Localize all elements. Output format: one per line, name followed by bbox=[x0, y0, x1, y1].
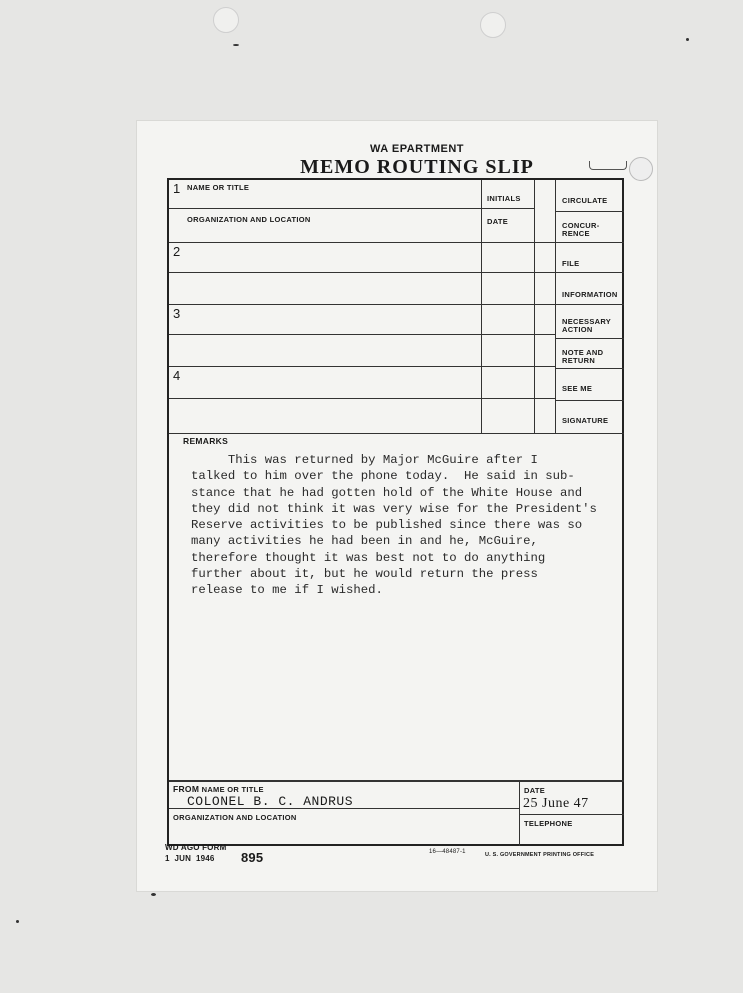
date-label: DATE bbox=[487, 217, 509, 226]
remarks-label: REMARKS bbox=[183, 436, 229, 446]
punch-hole bbox=[213, 7, 239, 33]
action-note-and-return: NOTE AND RETURN bbox=[562, 348, 604, 365]
punch-hole bbox=[629, 157, 653, 181]
name-title-label: NAME OR TITLE bbox=[187, 183, 250, 192]
remarks-line: further about it, but he would return the press bbox=[191, 567, 538, 582]
route-number-4: 4 bbox=[173, 368, 181, 383]
action-circulate: CIRCULATE bbox=[562, 196, 608, 205]
department-header: WA EPARTMENT bbox=[370, 143, 464, 155]
routing-slip bbox=[136, 120, 658, 892]
remarks-line: many activities he had been in and he, McGuire, bbox=[191, 534, 538, 549]
print-code: 16—48487-1 bbox=[429, 849, 466, 855]
remarks-line: they did not think it was very wise for the President's bbox=[191, 501, 597, 516]
from-label: FROM NAME OR TITLE bbox=[173, 784, 264, 794]
speck bbox=[233, 44, 239, 46]
remarks-line: stance that he had gotten hold of the White House and bbox=[191, 485, 583, 500]
action-necessary-action: NECESSARY ACTION bbox=[562, 317, 612, 334]
remarks-line: This was returned by Major McGuire after I bbox=[191, 453, 538, 467]
route-number-1: 1 bbox=[173, 181, 181, 196]
speck bbox=[16, 920, 19, 923]
paper-clip-mark bbox=[589, 161, 627, 170]
org-location-label: ORGANIZATION AND LOCATION bbox=[187, 215, 311, 224]
form-number: 895 bbox=[241, 850, 264, 865]
form-date: 1 JUN 1946 bbox=[165, 854, 215, 863]
from-date: 25 June 47 bbox=[523, 796, 589, 811]
speck bbox=[151, 893, 156, 896]
route-number-3: 3 bbox=[173, 306, 181, 321]
initials-label: INITIALS bbox=[487, 194, 521, 203]
from-date-label: DATE bbox=[524, 786, 546, 795]
action-see-me: SEE ME bbox=[562, 384, 593, 393]
from-org-label: ORGANIZATION AND LOCATION bbox=[173, 813, 297, 822]
remarks-line: Reserve activities to be published since there was so bbox=[191, 518, 583, 533]
action-signature: SIGNATURE bbox=[562, 416, 609, 425]
remarks-line: talked to him over the phone today. He said in sub- bbox=[191, 469, 575, 484]
remarks-text bbox=[191, 452, 621, 599]
slip-title: MEMO ROUTING SLIP bbox=[300, 156, 534, 178]
action-information: INFORMATION bbox=[562, 290, 618, 299]
printer-credit: U. S. GOVERNMENT PRINTING OFFICE bbox=[485, 852, 595, 858]
from-name: COLONEL B. C. ANDRUS bbox=[187, 794, 354, 809]
action-concurrence: CONCUR- RENCE bbox=[562, 221, 600, 238]
remarks-line: release to me if I wished. bbox=[191, 583, 383, 598]
punch-hole bbox=[480, 12, 506, 38]
action-file: FILE bbox=[562, 259, 580, 268]
speck bbox=[686, 38, 689, 41]
form-label: WD AGO FORM bbox=[165, 843, 227, 852]
route-number-2: 2 bbox=[173, 244, 181, 259]
routing-form bbox=[167, 178, 624, 846]
remarks-line: therefore thought it was best not to do anything bbox=[191, 550, 546, 565]
telephone-label: TELEPHONE bbox=[524, 819, 573, 828]
